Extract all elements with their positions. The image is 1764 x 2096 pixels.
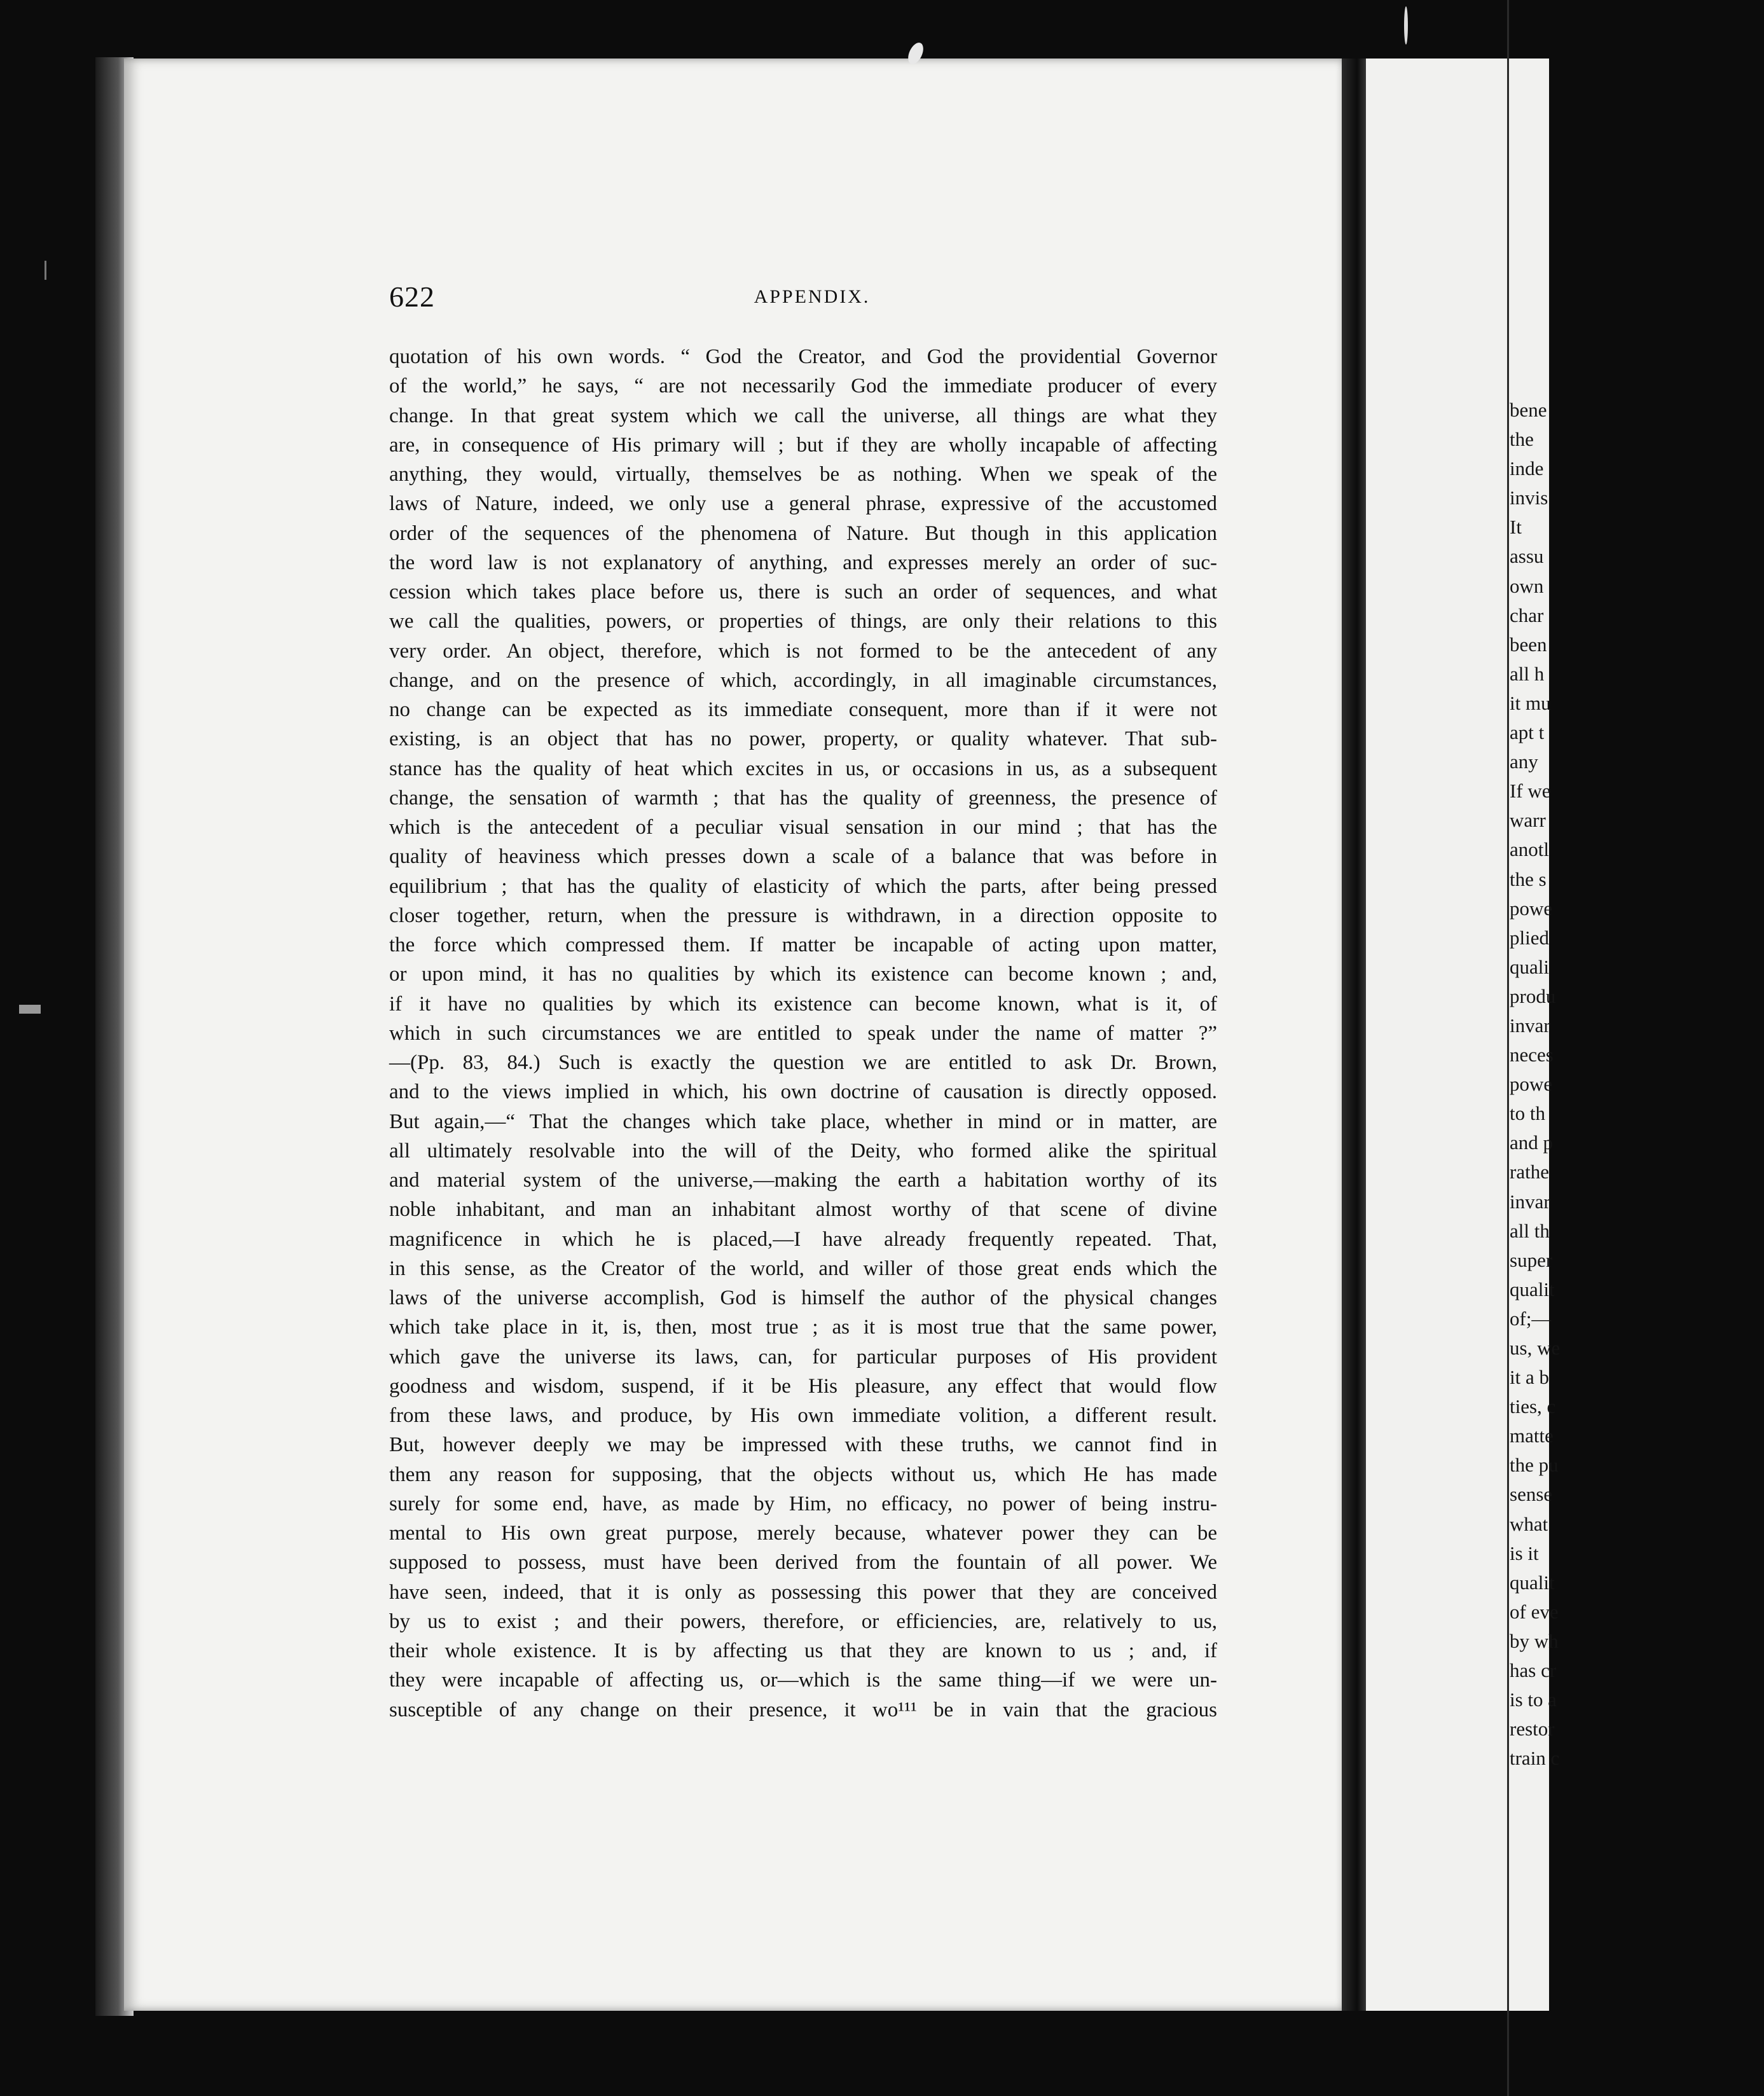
facing-page-line: it a b [1510,1366,1549,1389]
facing-page-line: the [1510,428,1534,451]
text-line: are, in consequence of His primary will ; but if they are wholly incapable of affecting [389,433,1217,457]
text-line: and to the views implied in which, his own doctrine of causation is directly opposed. [389,1080,1217,1104]
text-line: which take place in it, is, then, most true ; as it is most true that the same power, [389,1316,1217,1339]
facing-page-line: is it [1510,1541,1539,1564]
body-text [389,342,1217,1725]
text-line: have seen, indeed, that it is only as possessing this power that they are conceived [389,1580,1217,1604]
facing-page-line: super [1510,1248,1553,1271]
text-line: change, and on the presence of which, accordingly, in all imaginable circumstances, [389,668,1217,692]
text-line: they were incapable of affecting us, or—which is the same thing—if we were un- [389,1669,1217,1692]
facing-page-line: been [1510,633,1547,656]
text-line: in this sense, as the Creator of the world, and willer of those great ends which the [389,1257,1217,1280]
text-line: laws of the universe accomplish, God is himself the author of the physical changes [389,1286,1217,1309]
scan-speck [1404,6,1408,45]
text-line: quality of heaviness which presses down a scale of a balance that was before in [389,845,1217,869]
text-line: their whole existence. It is by affecting us that they are known to us ; and, if [389,1639,1217,1662]
facing-page-line: qualit [1510,1571,1555,1594]
text-line: order of the sequences of the phenomena of Nature. But though in this application [389,521,1217,545]
text-line: very order. An object, therefore, which is not formed to be the antecedent of any [389,639,1217,663]
facing-page-line: apt t [1510,721,1545,744]
running-head: APPENDIX. [754,286,871,307]
facing-page-line: all th [1510,1219,1550,1242]
page-number: 622 [389,280,435,313]
facing-page-line: of;— [1510,1307,1552,1330]
text-line: supposed to possess, must have been derived from the fountain of all power. We [389,1551,1217,1575]
facing-page-line: powe [1510,897,1553,920]
text-line: mental to His own great purpose, merely because, whatever power they can be [389,1522,1217,1545]
text-line: existing, is an object that has no power, property, or quality whatever. That sub- [389,727,1217,751]
facing-page-line: it mu [1510,691,1551,714]
facing-page-line: has cr [1510,1659,1557,1682]
book-gutter [1342,59,1367,2011]
facing-page-line: char [1510,603,1544,626]
facing-page-line: all h [1510,662,1545,685]
facing-page-fragment [1366,59,1561,2011]
facing-page-line: bene [1510,399,1547,421]
facing-page-line: neces [1510,1044,1554,1066]
text-line: or upon mind, it has no qualities by which its existence can become known ; and, [389,963,1217,986]
text-line: surely for some end, have, as made by Him, no efficacy, no power of being instru- [389,1492,1217,1515]
text-line: which is the antecedent of a peculiar visual sensation in our mind ; that has the [389,816,1217,839]
text-line: all ultimately resolvable into the will of the Deity, who formed alike the spiritual [389,1139,1217,1162]
facing-page-line: It [1510,516,1522,539]
facing-page-line: any [1510,750,1538,773]
facing-page-line: rathe [1510,1161,1549,1183]
facing-page-line: what [1510,1512,1548,1535]
scan-streak [45,261,46,280]
facing-page-line: the pu [1510,1454,1559,1477]
text-line: if it have no qualities by which its existence can become known, what is it, of [389,992,1217,1016]
facing-page-line: invar [1510,1190,1550,1213]
text-line: But again,—“ That the changes which take place, whether in mind or in matter, are [389,1110,1217,1133]
scan-streak [1507,0,1509,2096]
facing-page-line: warr [1510,809,1546,832]
facing-page-line: invis [1510,486,1548,509]
facing-page-line: and p [1510,1131,1554,1154]
text-line: them any reason for supposing, that the objects without us, which He has made [389,1463,1217,1486]
text-line: of the world,” he says, “ are not necessarily God the immediate producer of every [389,375,1217,398]
text-line: change, the sensation of warmth ; that has the quality of greenness, the presence of [389,786,1217,810]
facing-page-line: own [1510,574,1544,597]
facing-page-line: matte [1510,1424,1554,1447]
facing-page-line: plied [1510,926,1549,949]
text-line: anything, they would, virtually, themselves be as nothing. When we speak of the [389,463,1217,486]
facing-page-line: inde [1510,457,1544,480]
facing-page-line: restor [1510,1718,1555,1741]
facing-page-text [1510,396,1764,1773]
facing-page-line: assu [1510,545,1544,568]
facing-page-line: of eve [1510,1600,1559,1623]
facing-page-line: ties, c [1510,1395,1556,1418]
facing-page-line: to th [1510,1102,1545,1125]
facing-page-line: qualit [1510,1278,1555,1300]
facing-page-line: If we [1510,780,1551,803]
text-line: change. In that great system which we call the universe, all things are what they [389,404,1217,427]
text-line: the force which compressed them. If matter be incapable of acting upon matter, [389,934,1217,956]
text-line: no change can be expected as its immediate consequent, more than if it were not [389,698,1217,721]
facing-page-line: by wh [1510,1629,1559,1652]
facing-page-line: anotl [1510,838,1549,861]
text-line: laws of Nature, indeed, we only use a general phrase, expressive of the accustomed [389,492,1217,516]
text-line: cession which takes place before us, there is such an order of sequences, and what [389,581,1217,603]
text-line: magnificence in which he is placed,—I have already frequently repeated. That, [389,1227,1217,1251]
facing-page-line: is to a [1510,1688,1557,1711]
text-line: —(Pp. 83, 84.) Such is exactly the question we are entitled to ask Dr. Brown, [389,1051,1217,1074]
text-line: noble inhabitant, and man an inhabitant almost worthy of that scene of divine [389,1198,1217,1222]
text-line: But, however deeply we may be impressed with these truths, we cannot find in [389,1433,1217,1457]
text-line: which in such circumstances we are entitled to speak under the name of matter ?” [389,1021,1217,1045]
text-line: equilibrium ; that has the quality of elasticity of which the parts, after being pressed [389,874,1217,898]
facing-page-line: us, we [1510,1337,1561,1359]
text-line: from these laws, and produce, by His own immediate volition, a different result. [389,1404,1217,1427]
text-line: stance has the quality of heat which excites in us, or occasions in us, as a subsequent [389,757,1217,780]
facing-page-line: produ [1510,984,1556,1007]
facing-page-line: the s [1510,867,1547,890]
text-line: which gave the universe its laws, can, for particular purposes of His provident [389,1345,1217,1369]
text-line: by us to exist ; and their powers, therefore, or efficiencies, are, relatively to us, [389,1610,1217,1633]
facing-page-line: train c [1510,1747,1560,1770]
facing-page-line: sense [1510,1483,1553,1506]
text-line: the word law is not explanatory of anything, and expresses merely an order of suc- [389,551,1217,574]
scan-streak [19,1005,41,1014]
facing-page-line: quali [1510,955,1549,978]
page-header [389,280,1235,318]
text-line: quotation of his own words. “ God the Creator, and God the providential Governor [389,345,1217,368]
text-line: susceptible of any change on their presence, it wo¹¹¹ be in vain that the gracious [389,1698,1217,1721]
text-line: and material system of the universe,—making the earth a habitation worthy of its [389,1169,1217,1192]
text-line: goodness and wisdom, suspend, if it be His pleasure, any effect that would flow [389,1374,1217,1398]
facing-page-line: invar [1510,1014,1550,1037]
text-line: we call the qualities, powers, or properties of things, are only their relations to this [389,610,1217,633]
text-line: closer together, return, when the pressure is withdrawn, in a direction opposite to [389,904,1217,927]
facing-page-line: powe [1510,1073,1553,1096]
